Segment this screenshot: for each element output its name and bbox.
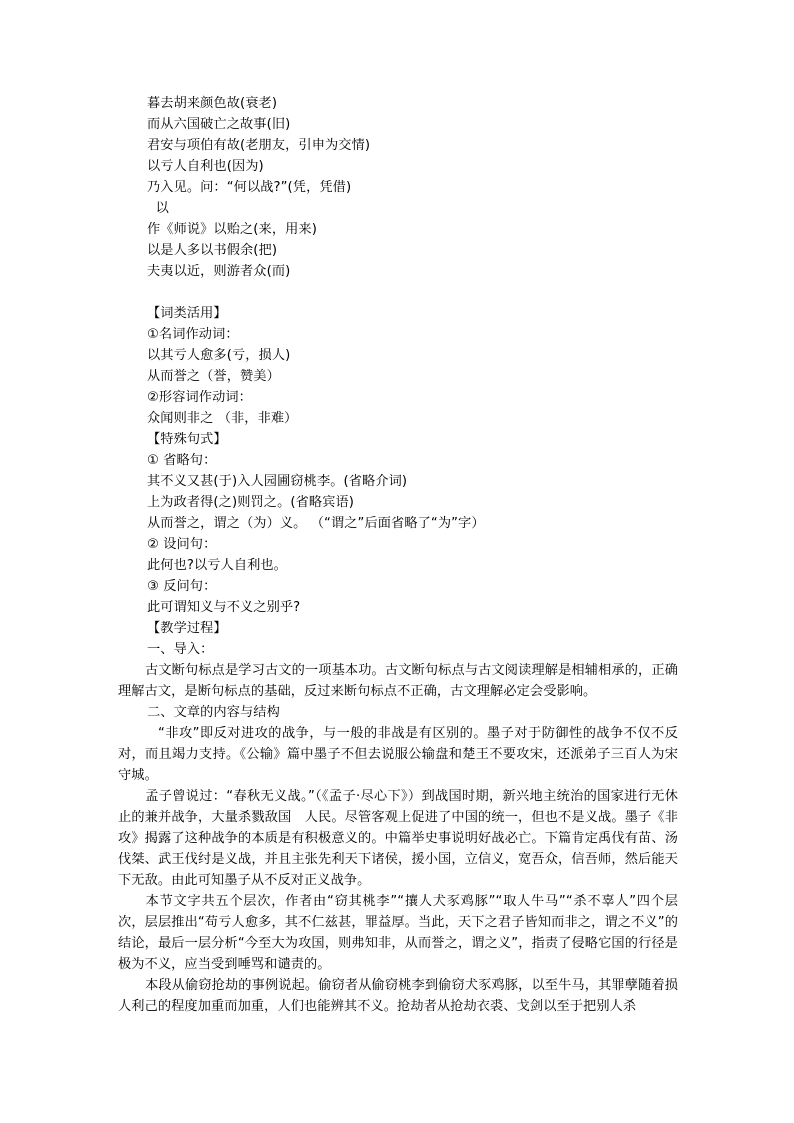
text-line: 此可谓知义与不义之别乎? — [147, 600, 301, 615]
text-line: 乃入见。问：“何以战?”(凭，凭借) — [147, 180, 352, 195]
text-line: ② 设问句： — [147, 537, 217, 552]
text-line: 君安与项伯有故(老朋友，引申为交情) — [147, 138, 371, 153]
text-line: 从而誉之，谓之（为）义。 （“谓之”后面省略了“为”字） — [147, 516, 485, 531]
paragraph — [118, 891, 678, 975]
section-heading: 【教学过程】 — [147, 621, 227, 636]
paragraph-text: 孟子曾说过：“春秋无义战。”（《孟子·尽心下》）到战国时期，新兴地主统治的国家进行无休止的兼并战争，大量杀戮敌国 人民。尽管客观上促进了中国的统一，但也不是义战。墨子《非攻》揭露了这种战争的本质是有积极意义的。中篇举史事说明好战必亡。下篇肯定禹伐有苗、汤伐桀、武王伐纣是义战，并且主张先利天下诸侯，援小国，立信义，宽吾众，信吾师，然后能天下无敌。由此可知墨子从不反对正义战争。 — [118, 789, 678, 888]
text-line: 从而誉之（誉，赞美） — [147, 369, 280, 384]
section-heading: 【词类活用】 — [147, 306, 227, 321]
paragraph-text: 本段从偷窃抢劫的事例说起。偷窃者从偷窃桃李到偷窃犬豕鸡豚，以至牛马，其罪孽随着损人利己的程度加重而加重，人们也能辨其不义。抢劫者从抢劫衣裘、戈剑以至于把别人杀 — [118, 978, 678, 1014]
section-heading: 【特殊句式】 — [147, 432, 227, 447]
text-line: 其不义又甚(于)入人园圃窃桃李。(省略介词) — [147, 474, 408, 489]
text-line: ③ 反问句： — [147, 579, 217, 594]
text-line: 作《师说》以贻之(来，用来) — [147, 222, 317, 237]
paragraph — [118, 660, 678, 702]
text-line: 上为政者得(之)则罚之。(省略宾语) — [147, 495, 355, 510]
text-line: 夫夷以近，则游者众(而) — [147, 264, 291, 279]
text-line: 以 — [147, 201, 169, 216]
text-line: ① 省略句： — [147, 453, 217, 468]
text-line: 一、导入： — [147, 642, 214, 657]
text-line: ①名词作动词： — [147, 327, 239, 342]
paragraph-text: “非攻”即反对进攻的战争，与一般的非战是有区别的。墨子对于防御性的战争不仅不反对，而且竭力支持。《公输》篇中墨子不但去说服公输盘和楚王不要攻宋，还派弟子三百人为宋守城。 — [118, 726, 678, 783]
text-line: 以其亏人愈多(亏，损人) — [147, 348, 291, 363]
paragraph-text: 古文断句标点是学习古文的一项基本功。古文断句标点与古文阅读理解是相辅相承的，正确理解古文，是断句标点的基础，反过来断句标点不正确，古文理解必定会受影响。 — [118, 663, 678, 699]
text-line: 暮去胡来颜色故(衰老) — [147, 96, 278, 111]
text-line: 此何也?以亏人自利也。 — [147, 558, 287, 573]
paragraph-text: 本节文字共五个层次，作者由“窃其桃李”“攘人犬豕鸡豚”“取人牛马”“杀不辜人”四个层次，层层推出“苟亏人愈多，其不仁兹甚，罪益厚。当此，天下之君子皆知而非之，谓之不义”的结论，最后一层分析“今至大为攻国，则弗知非，从而誉之，谓之义”，指责了侵略它国的行径是极为不义，应当受到唾骂和谴责的。 — [118, 894, 678, 972]
text-line: 以是人多以书假余(把) — [147, 243, 278, 258]
paragraph — [118, 723, 678, 786]
section-heading: 二、文章的内容与结构 — [147, 705, 280, 720]
text-line: 而从六国破亡之故事(旧) — [147, 117, 291, 132]
paragraph — [118, 975, 678, 1017]
text-line: 众闻则非之 （非，非难） — [147, 411, 298, 426]
text-line: ②形容词作动词： — [147, 390, 252, 405]
paragraph — [118, 786, 678, 891]
text-line: 以亏人自利也(因为) — [147, 159, 264, 174]
